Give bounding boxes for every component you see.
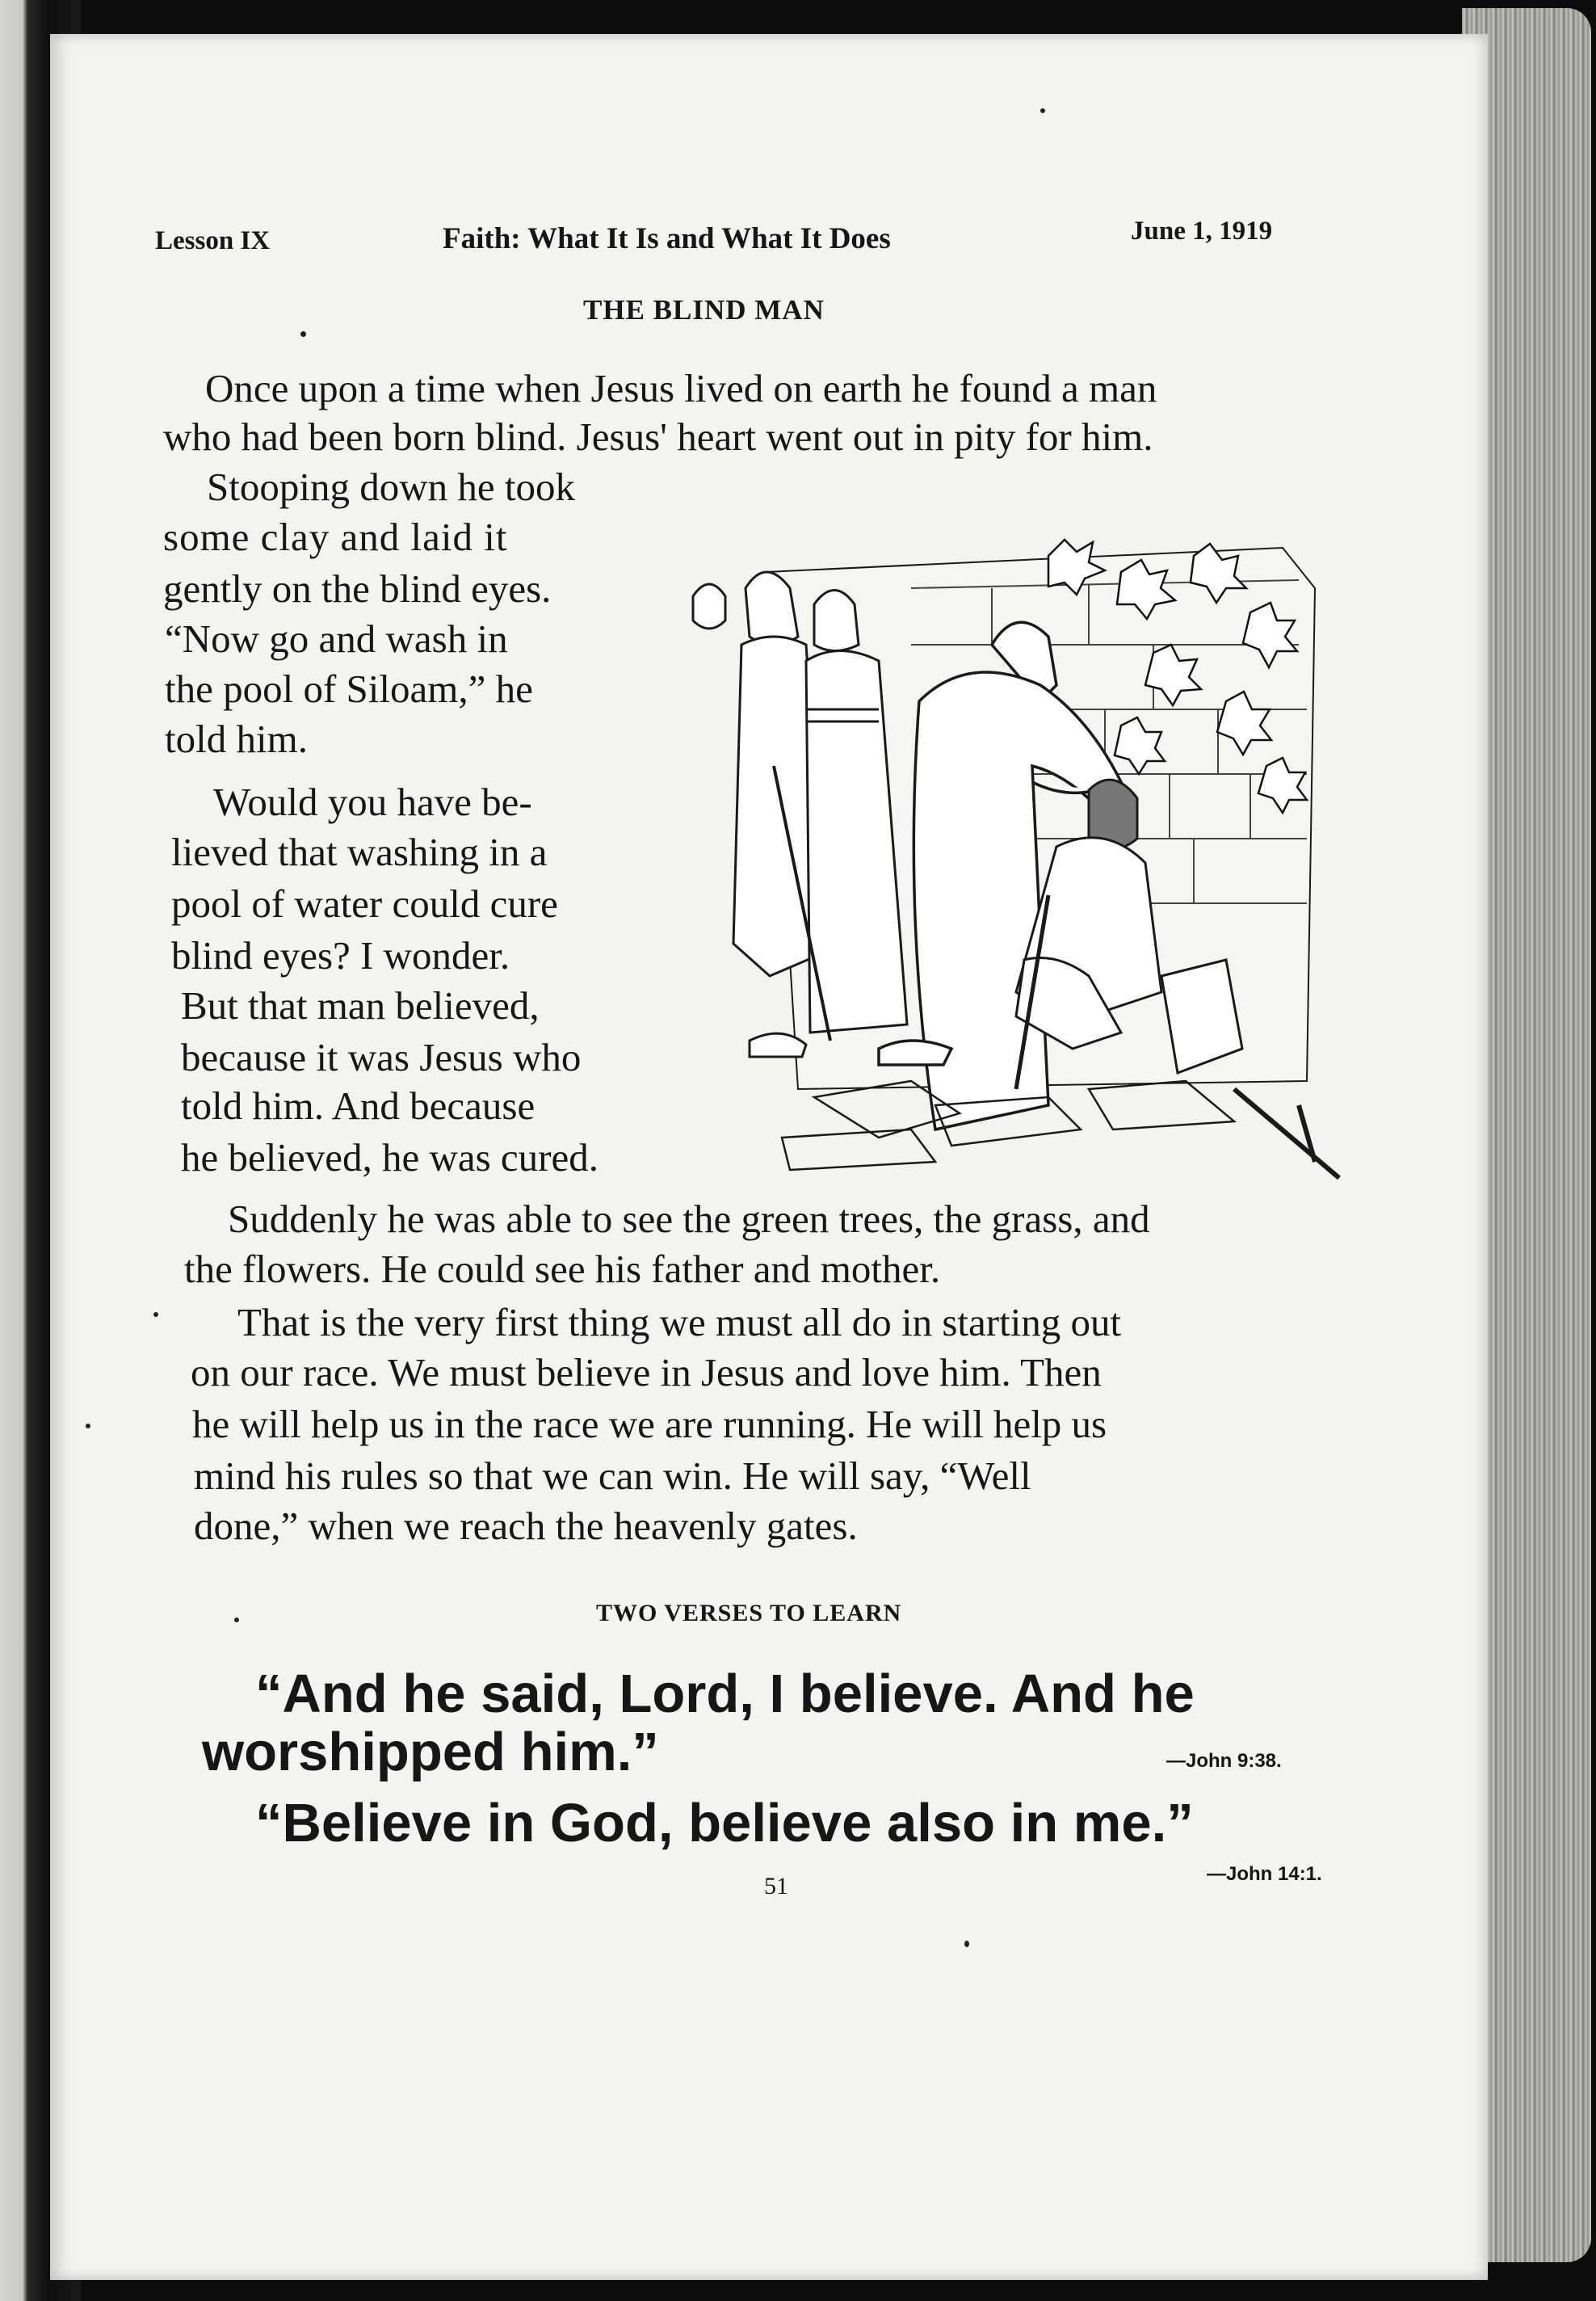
verse-2-reference: —John 14:1. [1207, 1863, 1322, 1885]
story-line: Once upon a time when Jesus lived on earth he found a man [205, 366, 1157, 410]
story-line: because it was Jesus who [181, 1035, 582, 1079]
illustration-jesus-healing-blind-man [669, 524, 1347, 1186]
story-line: mind his rules so that we can win. He will say, “Well [194, 1453, 1031, 1498]
speck [300, 331, 306, 337]
lesson-number: Lesson IX [155, 226, 271, 255]
speck [1040, 108, 1045, 113]
story-line: “Now go and wash in [165, 616, 508, 661]
speck [86, 1424, 90, 1428]
story-line: some clay and laid it [163, 515, 508, 559]
story-line: on our race. We must believe in Jesus and love him. Then [191, 1350, 1102, 1394]
page-number: 51 [764, 1873, 788, 1899]
story-line: pool of water could cure [171, 881, 558, 926]
story-line: gently on the blind eyes. [163, 566, 552, 611]
story-line: done,” when we reach the heavenly gates. [194, 1504, 858, 1548]
story-line: Suddenly he was able to see the green trees, the grass, and [228, 1197, 1150, 1241]
story-title: THE BLIND MAN [583, 294, 825, 326]
story-line: who had been born blind. Jesus' heart went out in pity for him. [163, 414, 1153, 459]
story-line: the flowers. He could see his father and mother. [184, 1247, 941, 1291]
story-line: he believed, he was cured. [181, 1135, 598, 1180]
book-page [50, 34, 1488, 2280]
verse-1-line-2: worshipped him.” [202, 1722, 659, 1782]
story-line: he will help us in the race we are running. He will help us [192, 1402, 1107, 1446]
verse-1-line-1: “And he said, Lord, I believe. And he [255, 1664, 1195, 1724]
story-line: Stooping down he took [207, 465, 575, 509]
speck [234, 1617, 239, 1622]
story-line: lieved that washing in a [171, 830, 548, 874]
story-line: told him. [165, 717, 308, 761]
story-line: the pool of Siloam,” he [165, 667, 533, 711]
lesson-title: Faith: What It Is and What It Does [443, 222, 891, 255]
speck [153, 1312, 158, 1317]
story-line: Would you have be- [213, 780, 532, 824]
verses-heading: TWO VERSES TO LEARN [596, 1600, 902, 1626]
verse-2: “Believe in God, believe also in me.” [255, 1793, 1194, 1853]
lesson-date: June 1, 1919 [1131, 217, 1273, 246]
verse-1-reference: —John 9:38. [1166, 1750, 1282, 1772]
story-line: blind eyes? I wonder. [171, 933, 510, 978]
story-line: That is the very first thing we must all do in starting out [237, 1300, 1122, 1344]
speck [964, 1941, 969, 1947]
story-line: But that man believed, [181, 983, 540, 1028]
story-line: told him. And because [181, 1083, 536, 1128]
